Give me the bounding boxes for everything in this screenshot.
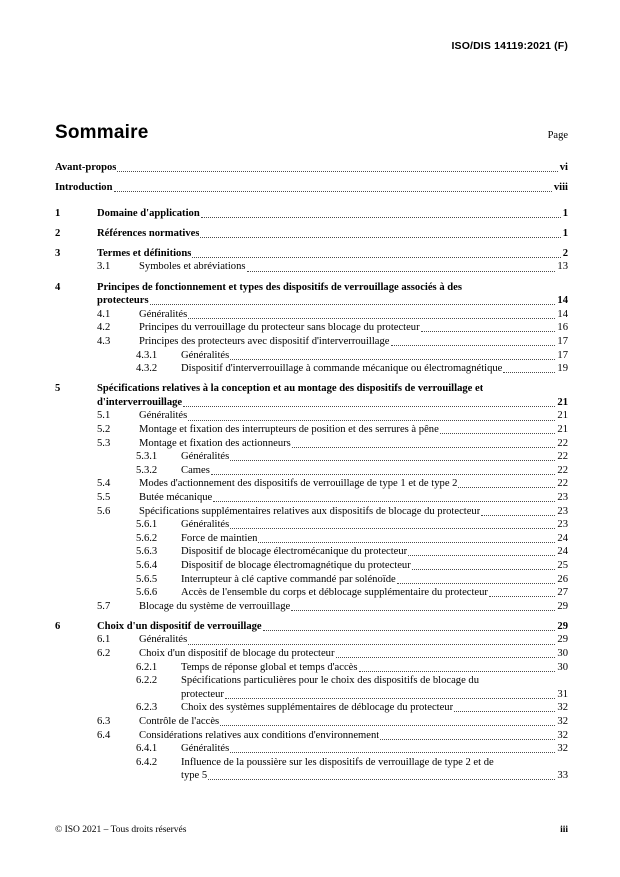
toc-entry-title: Généralités [139, 634, 188, 646]
toc-entry-last-line [181, 559, 568, 573]
toc-entry-title: Domaine d'application [97, 207, 200, 219]
dot-leader [412, 569, 556, 570]
toc-entry-body [139, 321, 568, 335]
toc-entry-body [97, 227, 568, 241]
toc-entry[interactable] [55, 181, 568, 195]
toc-entry-body [139, 477, 568, 491]
document-reference-header: ISO/DIS 14119:2021 (F) [451, 40, 568, 52]
dot-leader [230, 528, 555, 529]
toc-entry[interactable] [55, 450, 568, 464]
dot-leader [183, 406, 555, 407]
toc-spacer [55, 194, 568, 200]
toc-entry-last-line [181, 450, 568, 464]
toc-entry-title: Modes d'actionnement des dispositifs de verrouillage de type 1 et de type 2 [139, 478, 458, 490]
toc-entry-page-number: 21 [557, 396, 568, 408]
dot-leader [150, 304, 556, 305]
dot-leader [213, 501, 555, 502]
toc-entry-number: 5.3.1 [136, 451, 158, 463]
toc-entry[interactable] [55, 715, 568, 729]
toc-entry-body [55, 181, 568, 195]
toc-entry-body [181, 464, 568, 478]
dot-leader [230, 359, 555, 360]
toc-entry-last-line [97, 247, 568, 261]
toc-entry-number: 4.1 [97, 308, 111, 320]
dot-leader [336, 657, 556, 658]
toc-entry-page-number: 14 [557, 295, 568, 307]
toc-entry-title: Considérations relatives aux conditions d'environnement [139, 729, 380, 741]
dot-leader [201, 217, 561, 218]
toc-entry-body [181, 742, 568, 756]
toc-entry[interactable] [55, 729, 568, 743]
toc-entry[interactable] [55, 756, 568, 783]
toc-entry-body [139, 600, 568, 614]
toc-entry-last-line [181, 362, 568, 376]
toc-entry-page-number: 24 [557, 546, 568, 558]
toc-entry-title: Dispositif de blocage électromécanique du protecteur [181, 546, 408, 558]
dot-leader [440, 433, 556, 434]
toc-entry-page-number: 31 [557, 688, 568, 700]
toc-entry-number: 5.3.2 [136, 464, 158, 476]
toc-entry-last-line [139, 260, 568, 274]
toc-entry-number: 5 [55, 383, 61, 395]
toc-entry-title: Choix d'un dispositif de blocage du protecteur [139, 648, 335, 659]
dot-leader [291, 610, 555, 611]
toc-entry[interactable] [55, 247, 568, 261]
toc-entry-last-line [181, 349, 568, 363]
toc-entry[interactable] [55, 382, 568, 409]
toc-entry-last-line [181, 586, 568, 600]
toc-entry-title: Généralités [181, 743, 230, 755]
toc-entry[interactable] [55, 600, 568, 614]
dot-leader [258, 542, 555, 543]
toc-entry-page-number: 23 [557, 505, 568, 517]
toc-entry-page-number: 17 [557, 349, 568, 361]
toc-entry-last-line [139, 423, 568, 437]
toc-entry-body [139, 633, 568, 647]
toc-entry-page-number: 32 [557, 743, 568, 755]
toc-entry-number: 5.6.4 [136, 559, 158, 571]
toc-entry-page-number: 26 [557, 573, 568, 585]
toc-entry-number: 6 [55, 620, 61, 632]
toc-entry-title: Cames [181, 464, 210, 476]
toc-entry-number: 6.2 [97, 648, 111, 659]
toc-entry-last-line [97, 294, 568, 308]
toc-entry-body [139, 308, 568, 322]
toc-entry[interactable] [55, 559, 568, 573]
toc-entry-last-line [97, 396, 568, 410]
toc-entry[interactable] [55, 573, 568, 587]
toc-entry-body [139, 491, 568, 505]
toc-entry-last-line [181, 545, 568, 559]
toc-entry-page-number: 24 [557, 532, 568, 544]
toc-entry-number: 5.6.2 [136, 532, 158, 544]
toc-entry-title: Principes du verrouillage du protecteur sans blocage du protecteur [139, 322, 420, 334]
toc-entry-page-number: 16 [557, 322, 568, 334]
dot-leader [458, 487, 555, 488]
dot-leader [117, 171, 557, 172]
toc-entry-page-number: 22 [557, 437, 568, 449]
dot-leader [408, 555, 555, 556]
toc-entry-body [181, 674, 568, 701]
toc-entry[interactable] [55, 260, 568, 274]
toc-entry-last-line [139, 633, 568, 647]
toc-entry[interactable] [55, 532, 568, 546]
toc-entry-title: Généralités [181, 451, 230, 463]
toc-entry-number: 5.6.6 [136, 587, 158, 599]
copyright-notice: © ISO 2021 – Tous droits réservés [55, 825, 187, 835]
toc-entry-page-number: 22 [557, 478, 568, 490]
page-footer [55, 825, 568, 835]
toc-entry-wrapped-line [181, 674, 568, 688]
toc-entry-page-number: 29 [557, 600, 568, 612]
toc-entry-number: 5.1 [97, 410, 111, 422]
toc-entry-body [139, 715, 568, 729]
dot-leader [489, 596, 555, 597]
dot-leader [114, 191, 552, 192]
toc-entry-page-number: 22 [557, 464, 568, 476]
toc-entry-title: Spécifications relatives à la conception et au montage des dispositifs de verrouillage et [97, 383, 484, 395]
toc-entry-title: Spécifications particulières pour le choix des dispositifs de blocage du [181, 675, 480, 687]
toc-entry-title: Introduction [55, 181, 113, 193]
toc-entry-number: 5.6.1 [136, 519, 158, 531]
toc-entry-number: 2 [55, 227, 61, 239]
toc-entry-last-line [139, 321, 568, 335]
toc-entry-title: protecteur [181, 688, 224, 700]
toc-entry-title: Influence de la poussière sur les dispositifs de verrouillage de type 2 et de [181, 756, 494, 768]
toc-entry[interactable] [55, 661, 568, 675]
toc-entry-title: Principes des protecteurs avec dispositif d'interverrouillage [139, 335, 390, 347]
toc-entry-number: 5.7 [97, 600, 111, 612]
toc-entry-number: 6.2.1 [136, 661, 158, 673]
toc-entry-number: 4.3.1 [136, 349, 158, 361]
toc-entry-body [97, 281, 568, 308]
toc-entry-number: 6.4.1 [136, 743, 158, 755]
dot-leader [247, 271, 556, 272]
toc-entry-body [139, 647, 568, 661]
toc-entry-body [181, 362, 568, 376]
toc-entry-title: Accès de l'ensemble du corps et déblocage supplémentaire du protecteur [181, 587, 488, 599]
toc-entry-number: 6.2.3 [136, 702, 158, 714]
toc-entry[interactable] [55, 701, 568, 715]
toc-entry-last-line [55, 161, 568, 175]
toc-entry-body [97, 207, 568, 221]
toc-entry-page-number: 2 [562, 247, 568, 259]
toc-entry-body [139, 437, 568, 451]
toc-entry-wrapped-line [97, 382, 568, 396]
toc-entry[interactable] [55, 308, 568, 322]
toc-entry-last-line [181, 701, 568, 715]
toc-entry-number: 5.6.3 [136, 546, 158, 558]
toc-entry-title: Dispositif de blocage électromagnétique du protecteur [181, 559, 411, 571]
toc-entry[interactable] [55, 586, 568, 600]
toc-entry-number: 5.6.5 [136, 573, 158, 585]
toc-entry[interactable] [55, 674, 568, 701]
dot-leader [208, 779, 555, 780]
toc-entry-page-number: 32 [557, 715, 568, 727]
dot-leader [391, 345, 556, 346]
toc-entry-last-line [181, 518, 568, 532]
page-title: Sommaire [55, 122, 149, 143]
dot-leader [230, 460, 555, 461]
dot-leader [225, 698, 555, 699]
toc-entry-page-number: 32 [557, 702, 568, 714]
toc-entry[interactable] [55, 545, 568, 559]
toc-entry-number: 5.6 [97, 505, 111, 517]
toc-entry-title: Force de maintien [181, 532, 258, 544]
toc-entry-body [139, 260, 568, 274]
toc-entry-title: Blocage du système de verrouillage [139, 600, 291, 612]
toc-entry-body [181, 661, 568, 675]
toc-entry-body [181, 450, 568, 464]
toc-entry[interactable] [55, 423, 568, 437]
toc-entry-last-line [181, 688, 568, 702]
toc-entry-body [181, 349, 568, 363]
toc-entry-last-line [97, 207, 568, 221]
toc-entry-number: 6.2.2 [136, 675, 158, 687]
toc-entry-title: Termes et définitions [97, 247, 192, 259]
toc-entry-last-line [139, 505, 568, 519]
toc-entry-page-number: vi [559, 162, 568, 173]
toc-entry-page-number: 13 [557, 261, 568, 273]
toc-entry[interactable] [55, 362, 568, 376]
toc-entry-page-number: 1 [562, 227, 568, 239]
dot-leader [481, 515, 555, 516]
toc-entry[interactable] [55, 161, 568, 175]
toc-entry-page-number: 32 [557, 729, 568, 741]
toc-entry-last-line [139, 715, 568, 729]
toc-entry-page-number: 25 [557, 559, 568, 571]
toc-entry-page-number: viii [553, 181, 568, 193]
toc-entry-page-number: 29 [557, 634, 568, 646]
toc-entry-body [181, 573, 568, 587]
table-of-contents-title-row [55, 122, 568, 144]
toc-entry[interactable] [55, 321, 568, 335]
toc-entry-last-line [139, 335, 568, 349]
dot-leader [421, 331, 556, 332]
toc-entry-last-line [181, 532, 568, 546]
dot-leader [220, 725, 555, 726]
toc-entry-body [139, 729, 568, 743]
toc-entry-number: 6.1 [97, 634, 111, 646]
toc-entry[interactable] [55, 464, 568, 478]
toc-entry-body [139, 335, 568, 349]
toc-entry-title: d'interverrouillage [97, 396, 183, 408]
toc-entry-page-number: 17 [557, 335, 568, 347]
toc-entry-title: Butée mécanique [139, 491, 213, 503]
toc-entry-title: Avant-propos [55, 162, 117, 173]
toc-entry-page-number: 23 [557, 491, 568, 503]
dot-leader [359, 671, 556, 672]
toc-entry-wrapped-line [181, 756, 568, 770]
toc-entry-number: 1 [55, 207, 61, 219]
toc-entry-number: 4.3 [97, 335, 111, 347]
toc-entry-body [97, 620, 568, 634]
toc-entry[interactable] [55, 335, 568, 349]
toc-entry[interactable] [55, 633, 568, 647]
toc-entry-title: Dispositif d'interverrouillage à commande mécanique ou électromagnétique [181, 363, 503, 375]
toc-entry-page-number: 30 [557, 661, 568, 673]
toc-entry-number: 6.4.2 [136, 756, 158, 768]
toc-entry-number: 6.4 [97, 729, 111, 741]
toc-entry-last-line [139, 647, 568, 661]
toc-entry-page-number: 29 [557, 620, 568, 632]
toc-entry-body [181, 559, 568, 573]
toc-entry-number: 3 [55, 247, 61, 259]
dot-leader [230, 752, 555, 753]
toc-entry-title: Généralités [139, 410, 188, 422]
toc-entry-page-number: 27 [557, 587, 568, 599]
toc-entry-title: Spécifications supplémentaires relatives aux dispositifs de blocage du protecteur [139, 505, 481, 517]
toc-entry-wrapped-line [97, 281, 568, 295]
toc-entry-title: Interrupteur à clé captive commandé par solénoïde [181, 573, 396, 585]
toc-entry-title: Symboles et abréviations [139, 261, 246, 273]
toc-entry-page-number: 21 [557, 424, 568, 435]
toc-entry-page-number: 33 [557, 770, 568, 782]
toc-entry-body [181, 518, 568, 532]
toc-entry-body [97, 382, 568, 409]
dot-leader [200, 237, 560, 238]
toc-entry[interactable] [55, 620, 568, 634]
dot-leader [211, 474, 556, 475]
toc-entry-number: 6.3 [97, 715, 111, 727]
toc-entry-title: Contrôle de l'accès [139, 715, 220, 727]
toc-entry-page-number: 22 [557, 451, 568, 463]
toc-entry-last-line [181, 769, 568, 783]
toc-entry[interactable] [55, 281, 568, 308]
toc-entry-last-line [97, 620, 568, 634]
toc-entry-title: Choix d'un dispositif de verrouillage [97, 620, 262, 632]
toc-entry-last-line [55, 181, 568, 195]
toc-entry-last-line [181, 573, 568, 587]
toc-entry-last-line [139, 308, 568, 322]
toc-entry-page-number: 30 [557, 648, 568, 659]
toc-entry-page-number: 19 [557, 363, 568, 375]
page-column-label: Page [547, 130, 568, 141]
toc-entry-body [139, 505, 568, 519]
toc-entry-body [139, 423, 568, 437]
toc-entry-title: Montage et fixation des interrupteurs de position et des serrures à pêne [139, 424, 439, 435]
toc-entry-number: 3.1 [97, 261, 111, 273]
toc-entry-number: 5.4 [97, 478, 111, 490]
toc-entry[interactable] [55, 491, 568, 505]
toc-entry-body [139, 409, 568, 423]
toc-entry-last-line [181, 464, 568, 478]
toc-entry[interactable] [55, 207, 568, 221]
dot-leader [192, 257, 560, 258]
toc-entry-number: 4.3.2 [136, 363, 158, 375]
toc-entry-last-line [139, 600, 568, 614]
toc-entry-last-line [139, 477, 568, 491]
toc-entry[interactable] [55, 742, 568, 756]
toc-entry[interactable] [55, 505, 568, 519]
toc-entry[interactable] [55, 647, 568, 661]
toc-entry-page-number: 1 [562, 207, 568, 219]
toc-entry-title: Principes de fonctionnement et types des dispositifs de verrouillage associés à des [97, 281, 462, 293]
toc-entry-last-line [97, 227, 568, 241]
toc-entry-body [181, 701, 568, 715]
table-of-contents [55, 161, 568, 783]
toc-entry-number: 5.3 [97, 437, 111, 449]
toc-entry-title: Généralités [181, 349, 230, 361]
toc-entry-title: Généralités [181, 519, 230, 531]
toc-entry[interactable] [55, 409, 568, 423]
toc-entry-title: Références normatives [97, 227, 200, 239]
dot-leader [380, 739, 555, 740]
dot-leader [188, 644, 555, 645]
toc-entry-title: protecteurs [97, 295, 149, 307]
toc-entry-last-line [139, 409, 568, 423]
toc-entry[interactable] [55, 477, 568, 491]
dot-leader [503, 372, 555, 373]
toc-entry[interactable] [55, 349, 568, 363]
toc-entry-last-line [139, 437, 568, 451]
toc-entry[interactable] [55, 437, 568, 451]
toc-entry[interactable] [55, 227, 568, 241]
toc-entry-title: type 5 [181, 770, 208, 782]
toc-entry-body [55, 161, 568, 175]
toc-entry-title: Temps de réponse global et temps d'accès [181, 661, 358, 673]
toc-entry-number: 5.5 [97, 491, 111, 503]
toc-entry-page-number: 14 [557, 308, 568, 320]
toc-entry-body [181, 532, 568, 546]
toc-entry-page-number: 21 [557, 410, 568, 422]
dot-leader [188, 420, 555, 421]
toc-entry-page-number: 23 [557, 519, 568, 531]
toc-entry-body [181, 545, 568, 559]
toc-entry-number: 5.2 [97, 424, 111, 435]
dot-leader [454, 711, 555, 712]
dot-leader [397, 583, 556, 584]
footer-page-number: iii [560, 825, 568, 835]
toc-entry[interactable] [55, 518, 568, 532]
dot-leader [188, 318, 555, 319]
toc-entry-body [97, 247, 568, 261]
toc-entry-last-line [181, 742, 568, 756]
toc-entry-number: 4 [55, 281, 61, 293]
toc-entry-last-line [181, 661, 568, 675]
dot-leader [292, 447, 556, 448]
dot-leader [263, 630, 556, 631]
toc-entry-number: 4.2 [97, 322, 111, 334]
toc-entry-last-line [139, 491, 568, 505]
toc-entry-body [181, 586, 568, 600]
toc-entry-title: Généralités [139, 308, 188, 320]
toc-entry-title: Choix des systèmes supplémentaires de déblocage du protecteur [181, 702, 454, 714]
toc-entry-title: Montage et fixation des actionneurs [139, 437, 291, 449]
toc-entry-last-line [139, 729, 568, 743]
toc-entry-body [181, 756, 568, 783]
